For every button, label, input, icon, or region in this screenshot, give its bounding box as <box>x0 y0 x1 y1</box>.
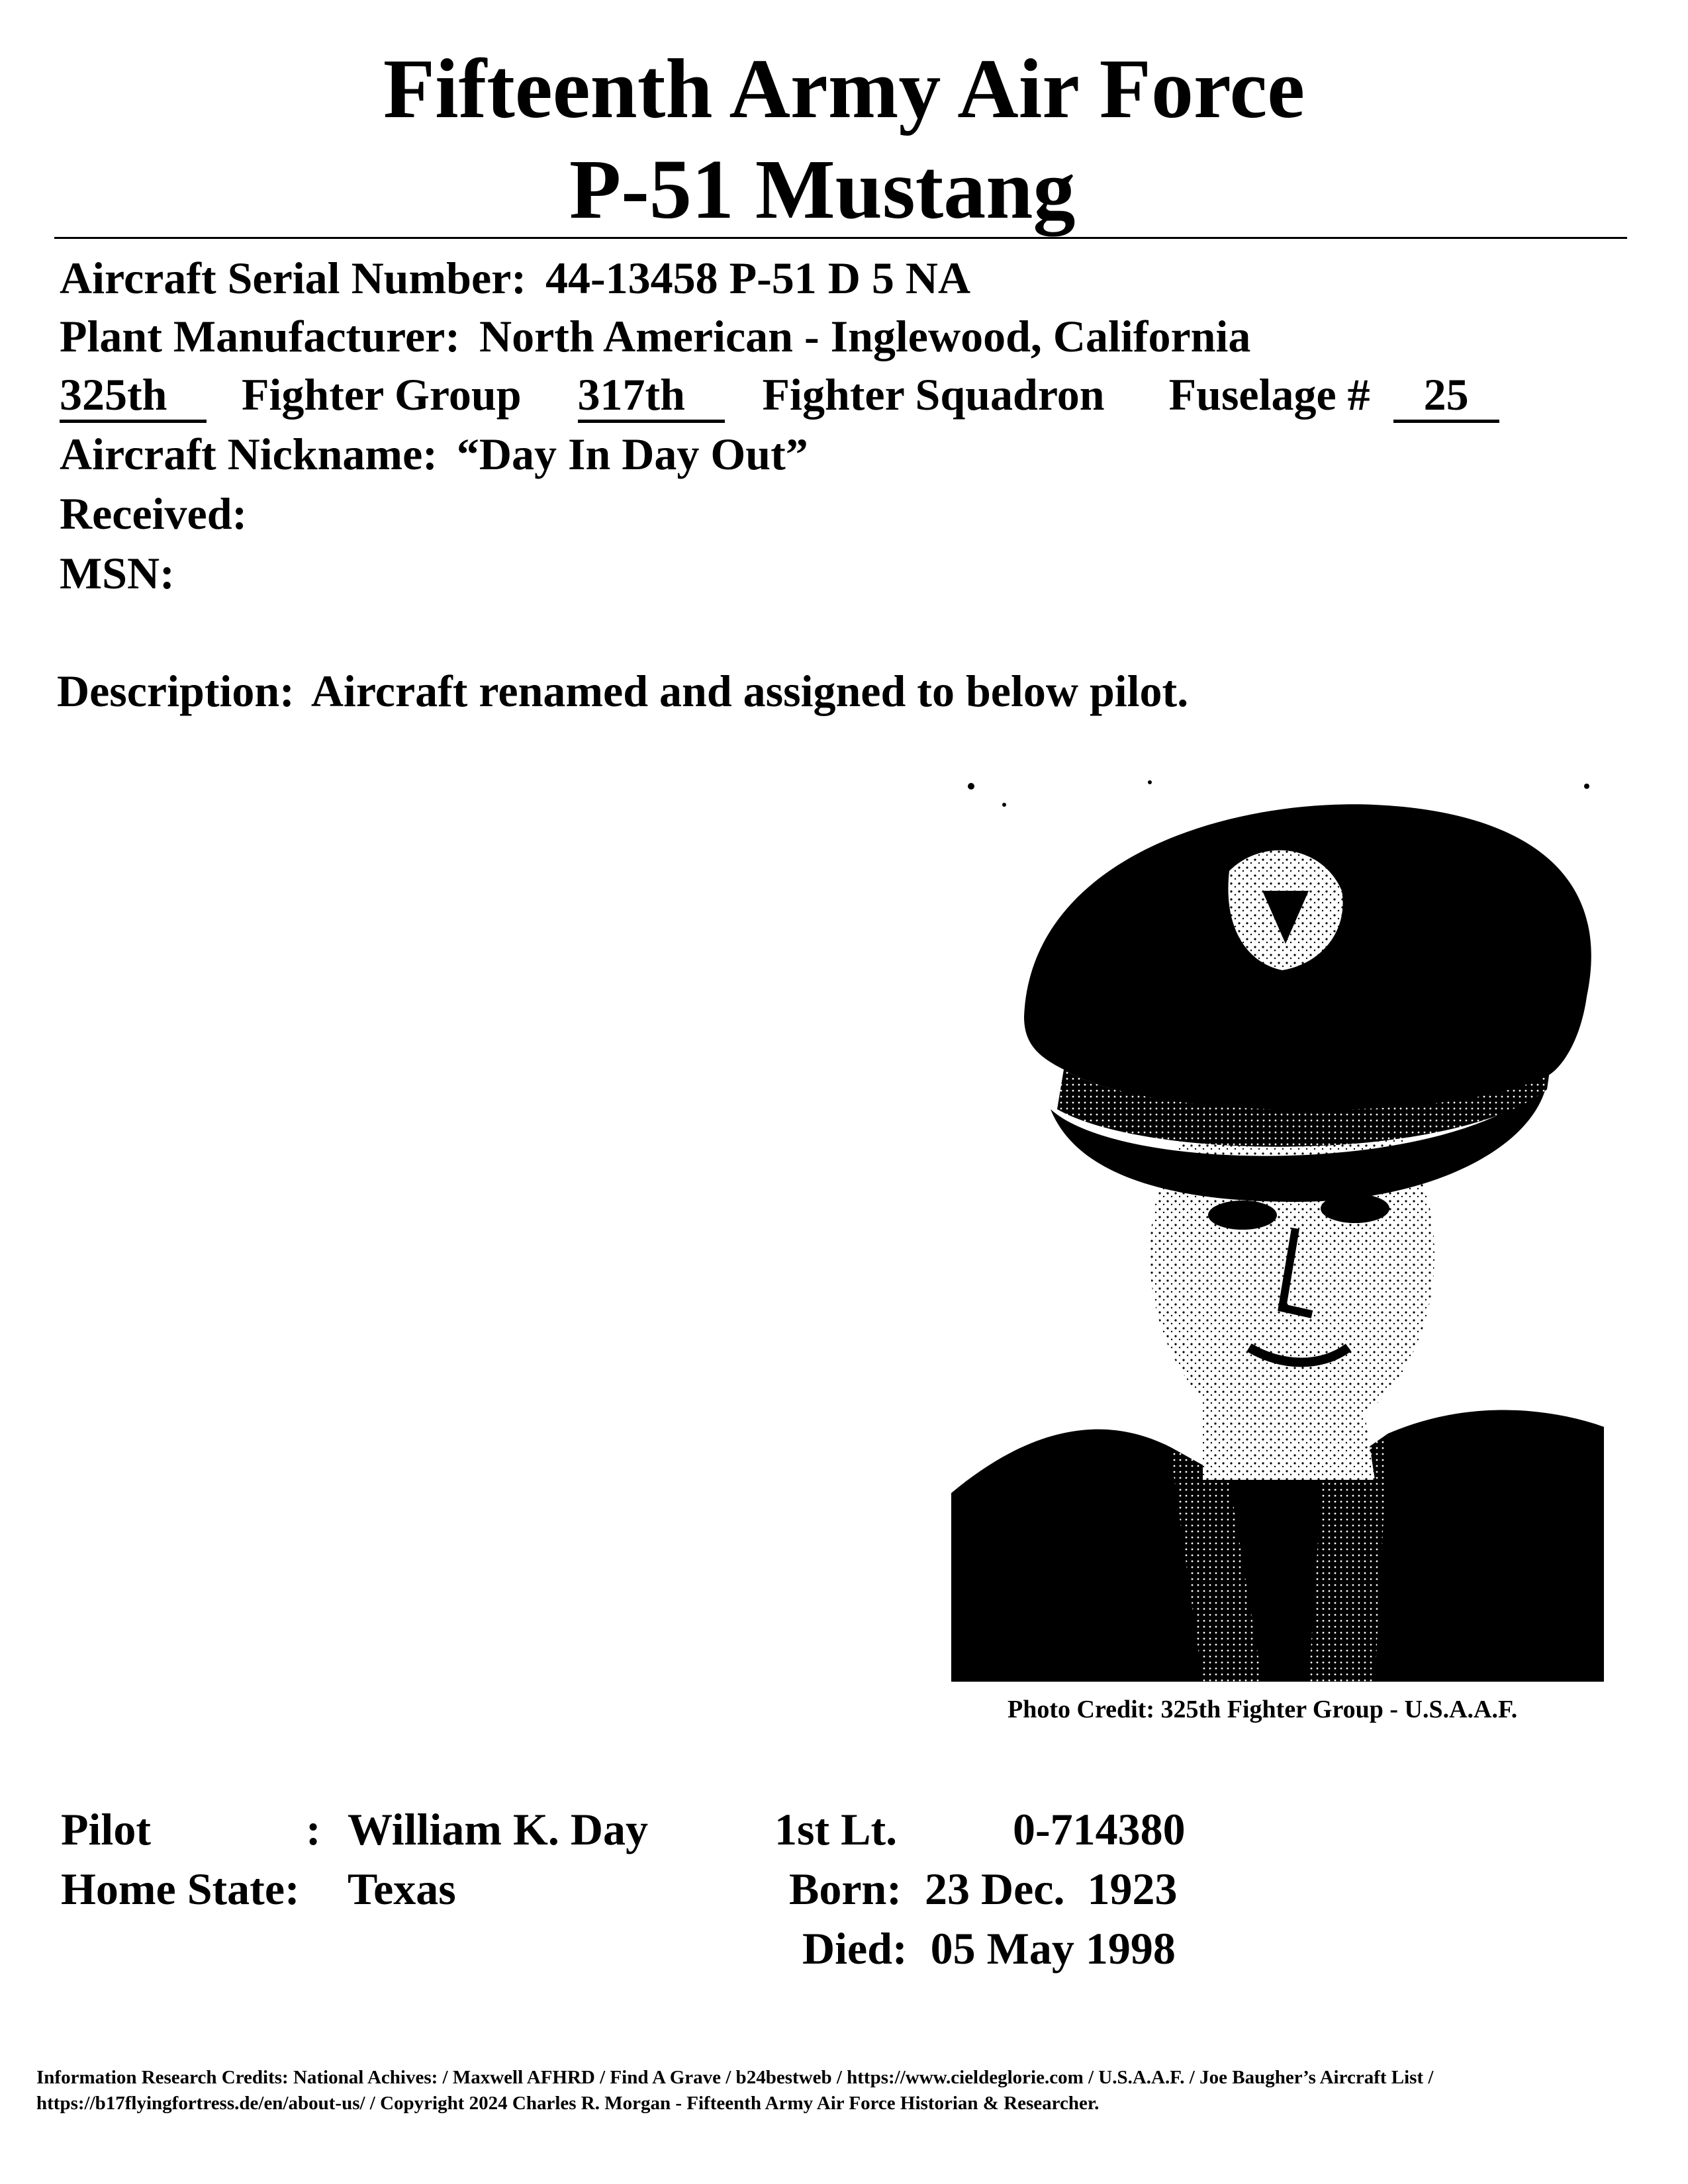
unit-row <box>60 369 1499 423</box>
pilot-name: William K. Day <box>348 1804 648 1854</box>
nickname-row <box>60 429 808 479</box>
credits-line-2: https://b17flyingfortress.de/en/about-us/ / Copyright 2024 Charles R. Morgan - Fifteenth Army Air Force Historian & Researcher. <box>36 2093 1100 2115</box>
serial-row <box>60 253 971 303</box>
died-label: Died: <box>802 1923 908 1974</box>
nickname-label: Aircraft Nickname: <box>60 429 438 479</box>
squadron-value: 317th <box>578 372 725 423</box>
pilot-serial-number: 0-714380 <box>1013 1804 1186 1854</box>
page-subtitle: P-51 Mustang <box>569 142 1076 236</box>
pilot-portrait-photo <box>951 778 1604 1682</box>
description-text: Aircraft renamed and assigned to below pilot. <box>310 666 1189 716</box>
research-credits <box>36 2065 1433 2116</box>
fuselage-value: 25 <box>1393 372 1499 423</box>
died-value: 05 May 1998 <box>930 1923 1176 1974</box>
credits-line-1: Information Research Credits: National Achives: / Maxwell AFHRD / Find A Grave / b24bestweb / https://www.cieldeglorie.com / U.S.A.A.F. / Joe Baugher’s Aircraft List / <box>36 2067 1434 2088</box>
msn-label: MSN: <box>60 548 175 598</box>
serial-label: Aircraft Serial Number: <box>60 253 526 303</box>
born-value: 23 Dec. 1923 <box>925 1864 1178 1914</box>
fuselage-label: Fuselage # <box>1168 369 1370 420</box>
group-value: 325th <box>60 372 207 423</box>
home-state-label: Home State: <box>61 1864 300 1914</box>
group-label: Fighter Group <box>242 369 522 420</box>
received-label: Received: <box>60 488 248 539</box>
pilot-rank: 1st Lt. <box>774 1804 898 1854</box>
died-row <box>802 1923 1176 1974</box>
plant-value: North American - Inglewood, California <box>479 311 1251 361</box>
born-row <box>789 1864 1178 1914</box>
nickname-value: “Day In Day Out” <box>456 429 808 479</box>
born-label: Born: <box>789 1864 902 1914</box>
home-state-value: Texas <box>348 1864 456 1914</box>
page-title: Fifteenth Army Air Force <box>383 42 1305 136</box>
pilot-colon: : <box>306 1804 321 1854</box>
description-row <box>57 666 1189 716</box>
serial-value: 44-13458 P-51 D 5 NA <box>545 253 971 303</box>
squadron-label: Fighter Squadron <box>762 369 1105 420</box>
description-label: Description: <box>57 666 295 716</box>
photo-credit: Photo Credit: 325th Fighter Group - U.S.A.A.F. <box>1008 1696 1518 1723</box>
pilot-label: Pilot <box>61 1804 151 1854</box>
title-divider <box>54 237 1627 239</box>
plant-label: Plant Manufacturer: <box>60 311 460 361</box>
plant-row <box>60 311 1251 361</box>
